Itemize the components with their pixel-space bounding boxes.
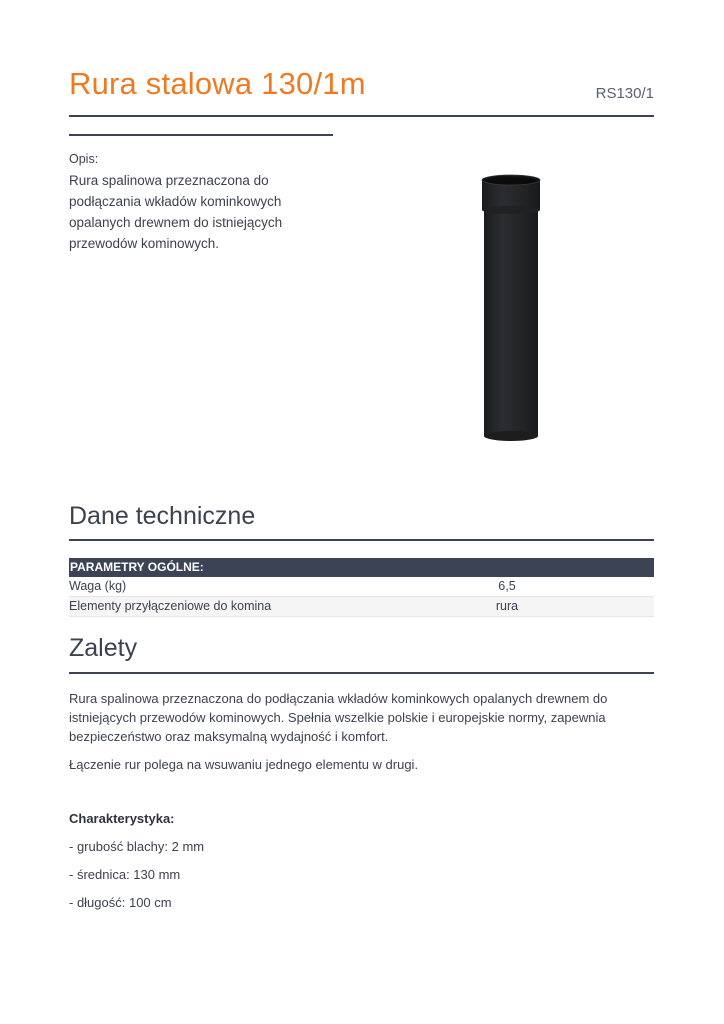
feature-item: - średnica: 130 mm	[69, 867, 181, 882]
param-value: rura	[495, 599, 519, 613]
feature-item: - długość: 100 cm	[69, 895, 172, 910]
advantages-paragraph: Rura spalinowa przeznaczona do podłączania wkładów kominkowych opalanych drewnem do istniejących przewodów kominowych. Spełnia wszelkie polskie i europejskie normy, zapewnia bezpieczeństwo oraz maksymalną wydajność i komfort.	[69, 691, 608, 744]
black-steel-pipe-image	[478, 172, 544, 446]
param-value: 6,5	[498, 579, 516, 593]
advantages-heading: Zalety	[69, 634, 138, 662]
description-divider	[69, 134, 333, 136]
params-table-header: PARAMETRY OGÓLNE:	[69, 558, 654, 577]
description-text: Rura spalinowa przeznaczona do podłączania wkładów kominkowych opalanych drewnem do istniejących przewodów kominowych.	[69, 173, 283, 251]
features-title: Charakterystyka:	[69, 811, 175, 826]
params-table	[69, 558, 654, 617]
feature-item: - grubość blachy: 2 mm	[69, 839, 205, 854]
product-code: RS130/1	[595, 85, 654, 102]
title-divider	[69, 115, 654, 117]
table-row	[69, 597, 654, 617]
tech-heading: Dane techniczne	[69, 502, 256, 530]
param-label: Elementy przyłączeniowe do komina	[69, 599, 272, 613]
description-label: Opis:	[69, 152, 99, 166]
table-row	[69, 577, 654, 597]
tech-divider	[69, 539, 654, 541]
advantages-divider	[69, 672, 654, 674]
param-label: Waga (kg)	[69, 579, 127, 593]
connection-paragraph: Łączenie rur polega na wsuwaniu jednego elementu w drugi.	[69, 757, 419, 772]
page-title: Rura stalowa 130/1m	[69, 66, 366, 101]
